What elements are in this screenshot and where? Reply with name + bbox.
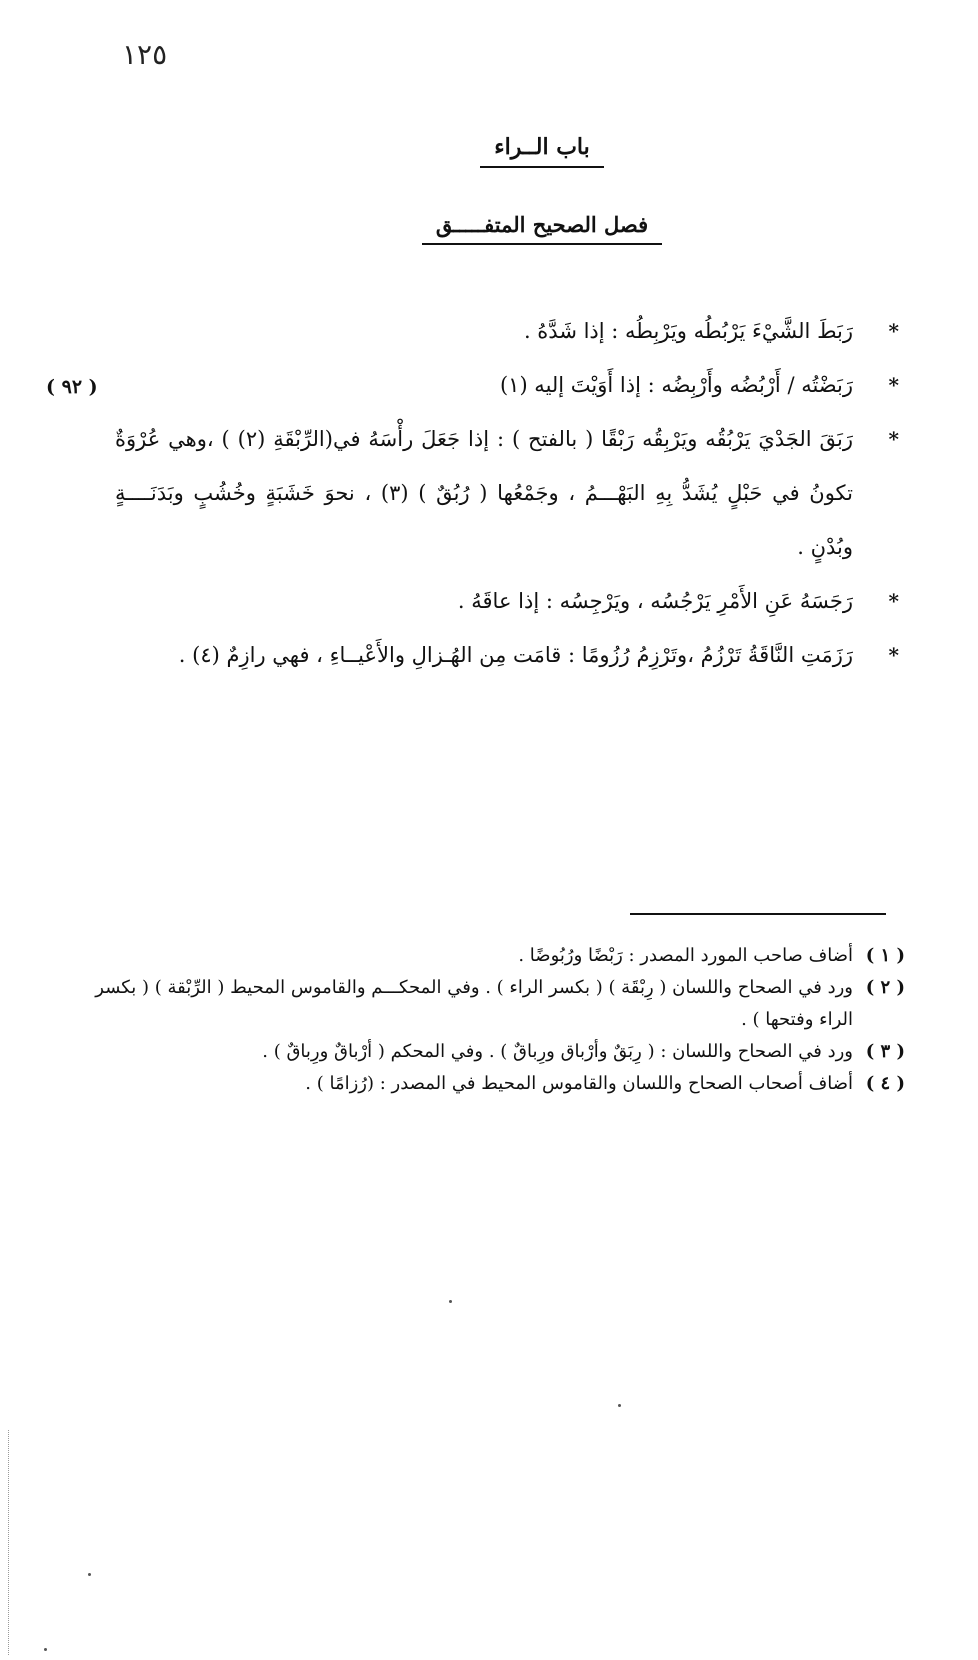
scan-speck: [88, 1573, 91, 1576]
footnote: [85, 1068, 905, 1100]
footnote-number: ( ٣ ): [865, 1041, 905, 1062]
entry-marker: *: [888, 589, 899, 613]
entry: [115, 358, 905, 412]
entry-marker: *: [888, 643, 899, 667]
footnote-number: ( ٢ ): [865, 977, 905, 998]
footnote-text: أضاف صاحب المورد المصدر : رَبْضًا ورُبُوضًا .: [518, 945, 853, 966]
scan-speck: [618, 1404, 621, 1407]
entry: [115, 574, 905, 628]
section-title: [332, 212, 752, 237]
entry-marker: *: [888, 319, 899, 343]
footnote: [85, 1036, 905, 1068]
footnote-number: ( ١ ): [865, 945, 905, 966]
scan-speck: [449, 1300, 452, 1303]
margin-reference: ( ٩٢ ): [46, 376, 98, 398]
entry-text: رَجَسَهُ عَنِ الأَمْرِ يَرْجُسُه ، ويَرْجِسُه : إذا عاقَهُ .: [457, 589, 853, 613]
section-title-text: فصل الصحيح المتفـــــق: [422, 212, 662, 245]
footnote-text: ورد في الصحاح واللسان ( رِبْقَة ) ( بكسر الراء ) . وفي المحكـــم والقاموس المحيط ( الرِّبْقة ) ( بكسر الراء وفتحها ) .: [95, 977, 853, 1030]
footnote-text: أضاف أصحاب الصحاح واللسان والقاموس المحيط في المصدر : (رُزامًا ) .: [305, 1073, 853, 1094]
entry-text: رَزَمَتِ النَّاقَةُ تَرْزُمُ ،وتَرْزِمُ رُزُومًا : قامَت مِن الهُـزالِ والأَعْيــاءِ ، فهي رازِمٌ (٤) .: [178, 643, 853, 667]
scan-edge-mark: [8, 1430, 9, 1655]
chapter-title: [332, 134, 752, 160]
entry-text: رَبَطَ الشَّيْءَ يَرْبُطُه ويَرْبِطُه : إذا شَدَّهُ .: [523, 319, 853, 343]
entry-text: رَبَقَ الجَدْيَ يَرْبُقُه ويَرْبِقُه رَبْقًا ( بالفتح ) : إذا جَعَلَ رأْسَهُ في(الرِّبْقَةِ (٢) ) ،وهي عُرْوَةٌ تكونُ في حَبْلٍ يُشَدُّ بِهِ البَهْـــمُ ، وجَمْعُها ( رُبُقٌ ) (٣) ، نحوَ خَشَبَةٍ وخُشُبٍ وبَدَنَــــةٍ وبُدْنٍ .: [115, 427, 854, 559]
entry: [115, 628, 905, 682]
scan-speck: [44, 1648, 47, 1651]
footnotes: [85, 940, 905, 1100]
footnote: [85, 972, 905, 1036]
footnote: [85, 940, 905, 972]
footnote-text: ورد في الصحاح واللسان : ( رِبَقٌ وأرْباق ورِباقٌ ) . وفي المحكم ( أرْباقٌ ورِباقٌ ) .: [262, 1041, 853, 1062]
chapter-title-text: باب الــراء: [480, 134, 604, 168]
entry-text: رَبَضْتُه / أَرْبُضُه وأَرْبِضُه : إذا أَوَيْتَ إليه (١): [499, 373, 853, 397]
entry-list: [115, 304, 905, 682]
entry-marker: *: [888, 427, 899, 451]
handwritten-page-number: ١٢٥: [122, 38, 168, 71]
entry: [115, 304, 905, 358]
entry-marker: *: [888, 373, 899, 397]
footnote-divider: [630, 913, 886, 915]
entry: [115, 412, 905, 574]
footnote-number: ( ٤ ): [865, 1073, 905, 1094]
